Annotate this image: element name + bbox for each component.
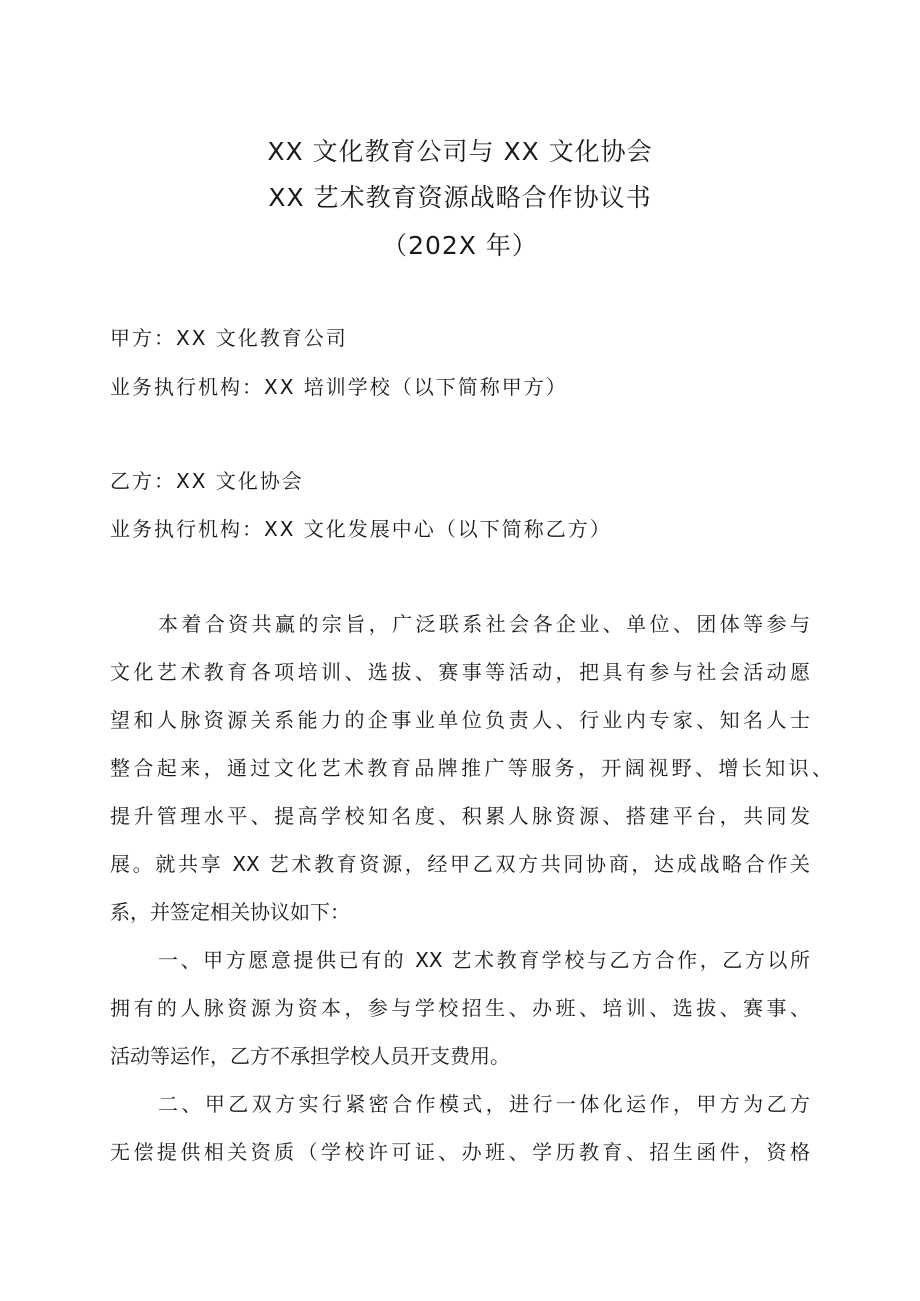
paragraph-line: 一、甲方愿意提供已有的 XX 艺术教育学校与乙方合作，乙方以所 [158,948,810,972]
paragraph-line: 本着合资共赢的宗旨，广泛联系社会各企业、单位、团体等参与 [158,612,810,636]
paragraph-line: 系，并签定相关协议如下： [110,900,350,924]
party-b-name: 乙方：XX 文化协会 [110,469,304,493]
paragraph-line: 展。就共享 XX 艺术教育资源，经甲乙双方共同协商，达成战略合作关 [110,852,810,876]
paragraph-line: 文化艺术教育各项培训、选拔、赛事等活动，把具有参与社会活动愿 [110,660,810,684]
party-a-agency: 业务执行机构：XX 培训学校（以下简称甲方） [110,375,568,399]
document-title-year: （202X 年） [382,231,538,260]
paragraph-line: 拥有的人脉资源为资本，参与学校招生、办班、培训、选拔、赛事、 [110,996,810,1020]
party-b-agency: 业务执行机构：XX 文化发展中心（以下简称乙方） [110,517,612,541]
paragraph-line: 二、甲乙双方实行紧密合作模式，进行一体化运作，甲方为乙方 [158,1092,810,1116]
paragraph-line: 无偿提供相关资质（学校许可证、办班、学历教育、招生函件，资格 [110,1140,810,1164]
document-title-line-1: XX 文化教育公司与 XX 文化协会 [267,137,653,166]
paragraph-line: 活动等运作，乙方不承担学校人员开支费用。 [110,1044,510,1068]
document-title-line-2: XX 艺术教育资源战略合作协议书 [268,183,652,212]
paragraph-line: 整合起来，通过文化艺术教育品牌推广等服务，开阔视野、增长知识、 [110,756,832,780]
paragraph-line: 望和人脉资源关系能力的企事业单位负责人、行业内专家、知名人士 [110,708,810,732]
paragraph-line: 提升管理水平、提高学校知名度、积累人脉资源、搭建平台，共同发 [110,804,810,828]
party-a-name: 甲方：XX 文化教育公司 [110,326,348,350]
